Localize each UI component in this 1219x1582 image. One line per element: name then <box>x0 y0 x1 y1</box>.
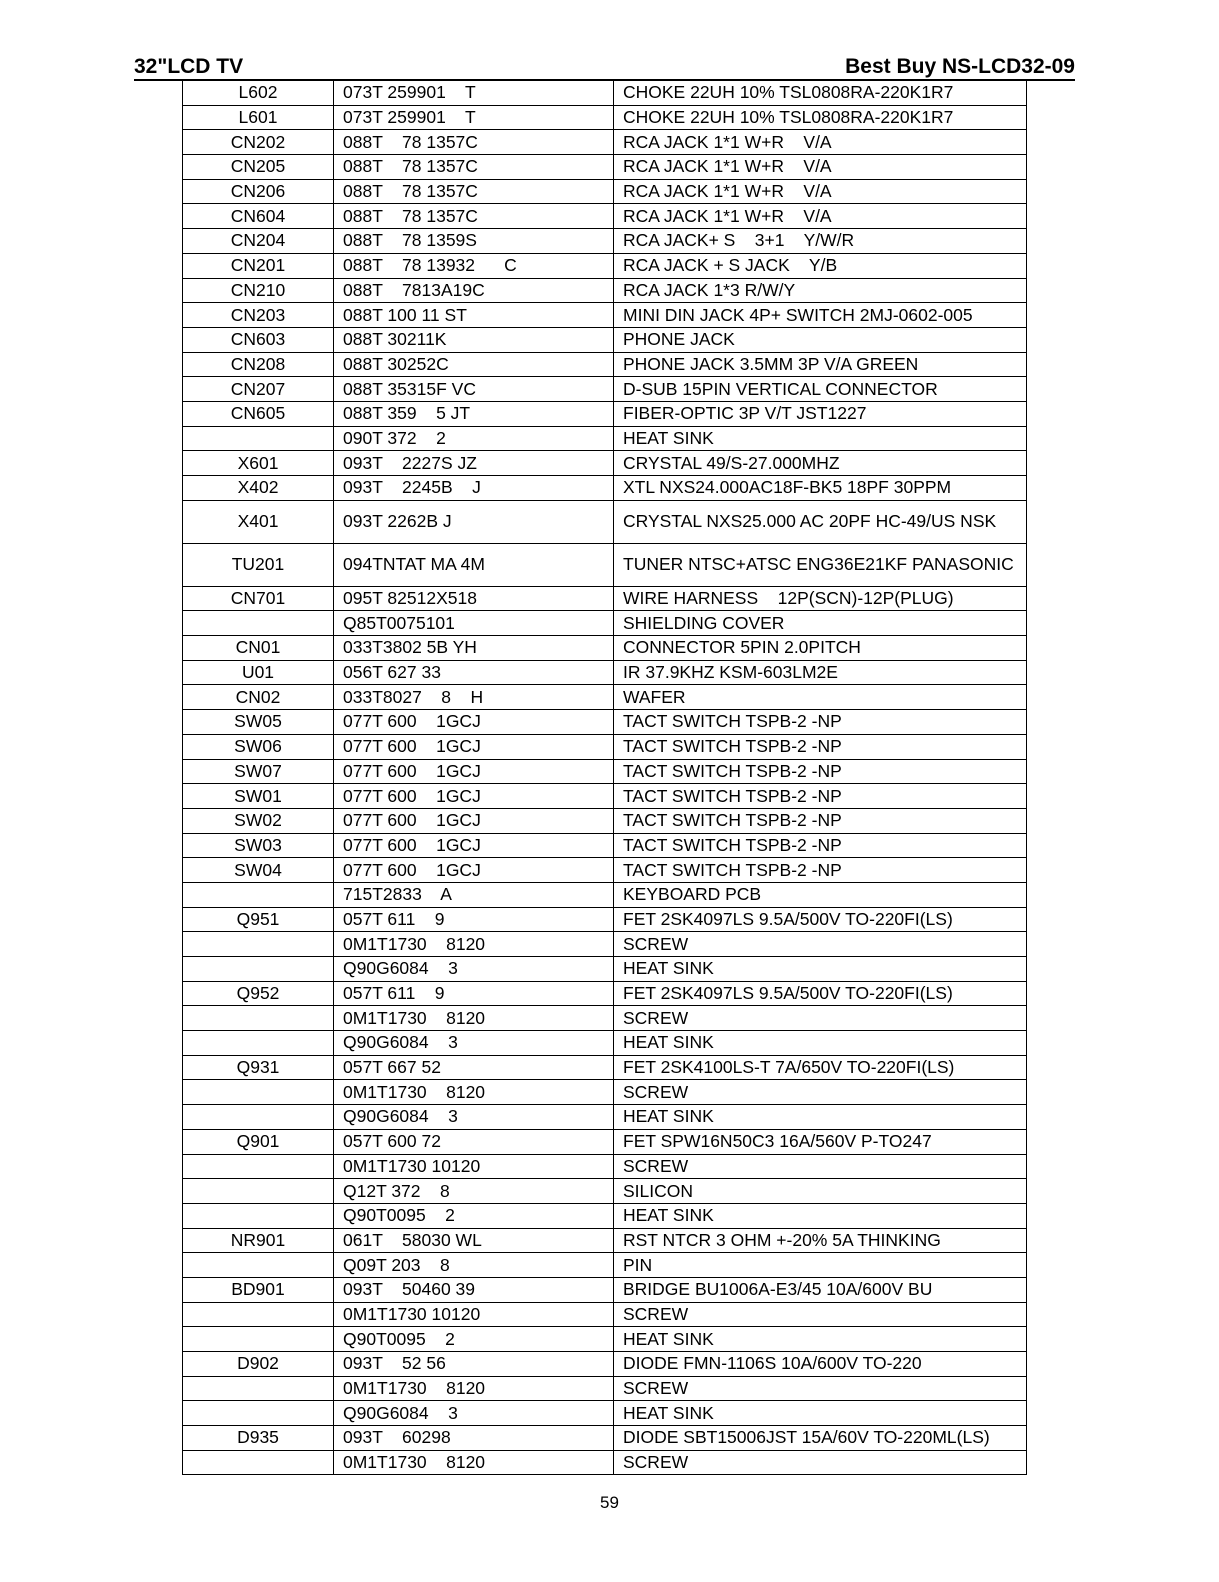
parts-list-body <box>183 81 1027 1475</box>
description-cell: SILICON <box>614 1179 1027 1204</box>
location-cell: CN603 <box>183 327 334 352</box>
location-cell <box>183 426 334 451</box>
part-number-cell: 093T 2245B J <box>334 476 614 501</box>
table-row <box>183 1327 1027 1352</box>
table-row <box>183 611 1027 636</box>
description-cell: WAFER <box>614 685 1027 710</box>
part-number-cell: 073T 259901 T <box>334 81 614 106</box>
description-cell: FIBER-OPTIC 3P V/T JST1227 <box>614 401 1027 426</box>
description-cell: PHONE JACK 3.5MM 3P V/A GREEN <box>614 352 1027 377</box>
description-cell: SCREW <box>614 1302 1027 1327</box>
location-cell: SW02 <box>183 808 334 833</box>
part-number-cell: 088T 100 11 ST <box>334 303 614 328</box>
description-cell: SCREW <box>614 1006 1027 1031</box>
location-cell: Q901 <box>183 1129 334 1154</box>
table-row <box>183 327 1027 352</box>
location-cell: CN210 <box>183 278 334 303</box>
description-cell: HEAT SINK <box>614 1105 1027 1130</box>
page-number: 59 <box>600 1493 619 1512</box>
location-cell: CN201 <box>183 253 334 278</box>
part-number-cell: 0M1T1730 8120 <box>334 1080 614 1105</box>
table-row <box>183 1253 1027 1278</box>
table-row <box>183 1228 1027 1253</box>
part-number-cell: 0M1T1730 10120 <box>334 1154 614 1179</box>
location-cell: SW04 <box>183 858 334 883</box>
location-cell: SW01 <box>183 784 334 809</box>
location-cell: SW03 <box>183 833 334 858</box>
part-number-cell: Q90T0095 2 <box>334 1327 614 1352</box>
part-number-cell: 077T 600 1GCJ <box>334 734 614 759</box>
table-row <box>183 1129 1027 1154</box>
part-number-cell: Q90G6084 3 <box>334 957 614 982</box>
table-row <box>183 1450 1027 1475</box>
part-number-cell: 057T 611 9 <box>334 981 614 1006</box>
location-cell: CN208 <box>183 352 334 377</box>
location-cell <box>183 1031 334 1056</box>
table-row <box>183 81 1027 106</box>
location-cell: NR901 <box>183 1228 334 1253</box>
location-cell <box>183 1105 334 1130</box>
parts-list-table <box>182 80 1027 1475</box>
location-cell: CN01 <box>183 636 334 661</box>
description-cell: RST NTCR 3 OHM +-20% 5A THINKING <box>614 1228 1027 1253</box>
description-cell: TACT SWITCH TSPB-2 -NP <box>614 808 1027 833</box>
part-number-cell: Q09T 203 8 <box>334 1253 614 1278</box>
part-number-cell: 077T 600 1GCJ <box>334 710 614 735</box>
part-number-cell: 061T 58030 WL <box>334 1228 614 1253</box>
location-cell: Q951 <box>183 907 334 932</box>
part-number-cell: 073T 259901 T <box>334 105 614 130</box>
table-row <box>183 586 1027 611</box>
table-row <box>183 303 1027 328</box>
part-number-cell: 094TNTAT MA 4M <box>334 543 614 586</box>
table-row <box>183 882 1027 907</box>
location-cell: CN204 <box>183 229 334 254</box>
part-number-cell: 0M1T1730 8120 <box>334 1006 614 1031</box>
description-cell: RCA JACK 1*1 W+R V/A <box>614 155 1027 180</box>
table-row <box>183 377 1027 402</box>
location-cell: CN203 <box>183 303 334 328</box>
part-number-cell: 0M1T1730 8120 <box>334 1450 614 1475</box>
part-number-cell: Q90G6084 3 <box>334 1105 614 1130</box>
part-number-cell: 033T8027 8 H <box>334 685 614 710</box>
location-cell: CN207 <box>183 377 334 402</box>
description-cell: PIN <box>614 1253 1027 1278</box>
location-cell: Q952 <box>183 981 334 1006</box>
description-cell: CHOKE 22UH 10% TSL0808RA-220K1R7 <box>614 105 1027 130</box>
description-cell: SCREW <box>614 1080 1027 1105</box>
description-cell: IR 37.9KHZ KSM-603LM2E <box>614 660 1027 685</box>
model-title: Best Buy NS-LCD32-09 <box>845 55 1075 78</box>
location-cell <box>183 1080 334 1105</box>
table-row <box>183 1031 1027 1056</box>
table-row <box>183 476 1027 501</box>
table-row <box>183 426 1027 451</box>
table-row <box>183 401 1027 426</box>
part-number-cell: 057T 667 52 <box>334 1055 614 1080</box>
part-number-cell: 088T 35315F VC <box>334 377 614 402</box>
part-number-cell: 077T 600 1GCJ <box>334 808 614 833</box>
description-cell: D-SUB 15PIN VERTICAL CONNECTOR <box>614 377 1027 402</box>
table-row <box>183 1154 1027 1179</box>
table-row <box>183 1302 1027 1327</box>
description-cell: TACT SWITCH TSPB-2 -NP <box>614 759 1027 784</box>
table-row <box>183 759 1027 784</box>
part-number-cell: 057T 600 72 <box>334 1129 614 1154</box>
location-cell <box>183 882 334 907</box>
table-row <box>183 1080 1027 1105</box>
table-row <box>183 858 1027 883</box>
table-row <box>183 1006 1027 1031</box>
description-cell: FET 2SK4097LS 9.5A/500V TO-220FI(LS) <box>614 907 1027 932</box>
part-number-cell: 088T 78 1357C <box>334 130 614 155</box>
description-cell: FET SPW16N50C3 16A/560V P-TO247 <box>614 1129 1027 1154</box>
part-number-cell: 033T3802 5B YH <box>334 636 614 661</box>
table-row <box>183 352 1027 377</box>
part-number-cell: Q90G6084 3 <box>334 1031 614 1056</box>
location-cell <box>183 1450 334 1475</box>
description-cell: CRYSTAL 49/S-27.000MHZ <box>614 451 1027 476</box>
part-number-cell: 088T 30211K <box>334 327 614 352</box>
description-cell: SHIELDING COVER <box>614 611 1027 636</box>
location-cell: TU201 <box>183 543 334 586</box>
location-cell <box>183 1376 334 1401</box>
description-cell: RCA JACK + S JACK Y/B <box>614 253 1027 278</box>
location-cell <box>183 1203 334 1228</box>
part-number-cell: 0M1T1730 10120 <box>334 1302 614 1327</box>
description-cell: SCREW <box>614 1154 1027 1179</box>
table-row <box>183 1401 1027 1426</box>
location-cell <box>183 1327 334 1352</box>
description-cell: TACT SWITCH TSPB-2 -NP <box>614 858 1027 883</box>
location-cell: D902 <box>183 1352 334 1377</box>
part-number-cell: Q90G6084 3 <box>334 1401 614 1426</box>
part-number-cell: 093T 60298 <box>334 1426 614 1451</box>
document-title: 32"LCD TV <box>134 55 244 78</box>
table-row <box>183 957 1027 982</box>
description-cell: CONNECTOR 5PIN 2.0PITCH <box>614 636 1027 661</box>
table-row <box>183 636 1027 661</box>
part-number-cell: 088T 78 1359S <box>334 229 614 254</box>
table-row <box>183 784 1027 809</box>
location-cell <box>183 1006 334 1031</box>
location-cell: BD901 <box>183 1277 334 1302</box>
part-number-cell: 093T 2262B J <box>334 500 614 543</box>
description-cell: TACT SWITCH TSPB-2 -NP <box>614 784 1027 809</box>
location-cell <box>183 611 334 636</box>
location-cell: CN206 <box>183 179 334 204</box>
location-cell: X401 <box>183 500 334 543</box>
description-cell: SCREW <box>614 1376 1027 1401</box>
table-row <box>183 734 1027 759</box>
part-number-cell: Q85T0075101 <box>334 611 614 636</box>
table-row <box>183 1376 1027 1401</box>
location-cell: X402 <box>183 476 334 501</box>
part-number-cell: 093T 50460 39 <box>334 1277 614 1302</box>
table-row <box>183 229 1027 254</box>
location-cell <box>183 1179 334 1204</box>
table-row <box>183 1277 1027 1302</box>
description-cell: TACT SWITCH TSPB-2 -NP <box>614 734 1027 759</box>
location-cell: U01 <box>183 660 334 685</box>
location-cell <box>183 1302 334 1327</box>
description-cell: DIODE SBT15006JST 15A/60V TO-220ML(LS) <box>614 1426 1027 1451</box>
description-cell: TUNER NTSC+ATSC ENG36E21KF PANASONIC <box>614 543 1027 586</box>
part-number-cell: 056T 627 33 <box>334 660 614 685</box>
table-row <box>183 1055 1027 1080</box>
description-cell: RCA JACK 1*3 R/W/Y <box>614 278 1027 303</box>
table-row <box>183 1179 1027 1204</box>
table-row <box>183 1105 1027 1130</box>
description-cell: HEAT SINK <box>614 1031 1027 1056</box>
description-cell: HEAT SINK <box>614 1203 1027 1228</box>
location-cell: CN701 <box>183 586 334 611</box>
description-cell: RCA JACK 1*1 W+R V/A <box>614 204 1027 229</box>
table-row <box>183 204 1027 229</box>
location-cell: SW06 <box>183 734 334 759</box>
location-cell: L601 <box>183 105 334 130</box>
location-cell: L602 <box>183 81 334 106</box>
description-cell: KEYBOARD PCB <box>614 882 1027 907</box>
description-cell: SCREW <box>614 1450 1027 1475</box>
description-cell: HEAT SINK <box>614 1401 1027 1426</box>
location-cell: CN604 <box>183 204 334 229</box>
part-number-cell: 077T 600 1GCJ <box>334 759 614 784</box>
location-cell: CN605 <box>183 401 334 426</box>
part-number-cell: 077T 600 1GCJ <box>334 784 614 809</box>
location-cell <box>183 957 334 982</box>
part-number-cell: 095T 82512X518 <box>334 586 614 611</box>
table-row <box>183 543 1027 586</box>
part-number-cell: 715T2833 A <box>334 882 614 907</box>
table-row <box>183 981 1027 1006</box>
table-row <box>183 130 1027 155</box>
table-row <box>183 932 1027 957</box>
table-row <box>183 451 1027 476</box>
page-header <box>134 55 1075 81</box>
location-cell: CN205 <box>183 155 334 180</box>
part-number-cell: 088T 78 13932 C <box>334 253 614 278</box>
description-cell: CRYSTAL NXS25.000 AC 20PF HC-49/US NSK <box>614 500 1027 543</box>
table-row <box>183 1426 1027 1451</box>
table-row <box>183 105 1027 130</box>
part-number-cell: 088T 359 5 JT <box>334 401 614 426</box>
description-cell: FET 2SK4097LS 9.5A/500V TO-220FI(LS) <box>614 981 1027 1006</box>
part-number-cell: 057T 611 9 <box>334 907 614 932</box>
description-cell: RCA JACK 1*1 W+R V/A <box>614 130 1027 155</box>
part-number-cell: 0M1T1730 8120 <box>334 932 614 957</box>
part-number-cell: 088T 78 1357C <box>334 155 614 180</box>
part-number-cell: 090T 372 2 <box>334 426 614 451</box>
table-row <box>183 685 1027 710</box>
description-cell: HEAT SINK <box>614 957 1027 982</box>
table-row <box>183 179 1027 204</box>
table-row <box>183 1352 1027 1377</box>
table-row <box>183 907 1027 932</box>
part-number-cell: 088T 7813A19C <box>334 278 614 303</box>
description-cell: SCREW <box>614 932 1027 957</box>
description-cell: FET 2SK4100LS-T 7A/650V TO-220FI(LS) <box>614 1055 1027 1080</box>
location-cell: D935 <box>183 1426 334 1451</box>
description-cell: CHOKE 22UH 10% TSL0808RA-220K1R7 <box>614 81 1027 106</box>
part-number-cell: Q90T0095 2 <box>334 1203 614 1228</box>
table-row <box>183 278 1027 303</box>
description-cell: DIODE FMN-1106S 10A/600V TO-220 <box>614 1352 1027 1377</box>
location-cell <box>183 1154 334 1179</box>
part-number-cell: 0M1T1730 8120 <box>334 1376 614 1401</box>
description-cell: HEAT SINK <box>614 426 1027 451</box>
description-cell: RCA JACK+ S 3+1 Y/W/R <box>614 229 1027 254</box>
description-cell: XTL NXS24.000AC18F-BK5 18PF 30PPM <box>614 476 1027 501</box>
location-cell: CN202 <box>183 130 334 155</box>
part-number-cell: 088T 78 1357C <box>334 204 614 229</box>
part-number-cell: 077T 600 1GCJ <box>334 858 614 883</box>
location-cell: SW07 <box>183 759 334 784</box>
table-row <box>183 660 1027 685</box>
description-cell: TACT SWITCH TSPB-2 -NP <box>614 833 1027 858</box>
table-row <box>183 253 1027 278</box>
description-cell: PHONE JACK <box>614 327 1027 352</box>
part-number-cell: 093T 2227S JZ <box>334 451 614 476</box>
table-row <box>183 833 1027 858</box>
location-cell: X601 <box>183 451 334 476</box>
part-number-cell: Q12T 372 8 <box>334 1179 614 1204</box>
table-row <box>183 808 1027 833</box>
location-cell <box>183 932 334 957</box>
description-cell: TACT SWITCH TSPB-2 -NP <box>614 710 1027 735</box>
table-row <box>183 500 1027 543</box>
location-cell <box>183 1253 334 1278</box>
part-number-cell: 077T 600 1GCJ <box>334 833 614 858</box>
location-cell: CN02 <box>183 685 334 710</box>
location-cell: SW05 <box>183 710 334 735</box>
table-row <box>183 155 1027 180</box>
part-number-cell: 093T 52 56 <box>334 1352 614 1377</box>
description-cell: HEAT SINK <box>614 1327 1027 1352</box>
part-number-cell: 088T 30252C <box>334 352 614 377</box>
table-row <box>183 1203 1027 1228</box>
location-cell: Q931 <box>183 1055 334 1080</box>
table-row <box>183 710 1027 735</box>
description-cell: MINI DIN JACK 4P+ SWITCH 2MJ-0602-005 <box>614 303 1027 328</box>
description-cell: BRIDGE BU1006A-E3/45 10A/600V BU <box>614 1277 1027 1302</box>
part-number-cell: 088T 78 1357C <box>334 179 614 204</box>
description-cell: RCA JACK 1*1 W+R V/A <box>614 179 1027 204</box>
location-cell <box>183 1401 334 1426</box>
description-cell: WIRE HARNESS 12P(SCN)-12P(PLUG) <box>614 586 1027 611</box>
